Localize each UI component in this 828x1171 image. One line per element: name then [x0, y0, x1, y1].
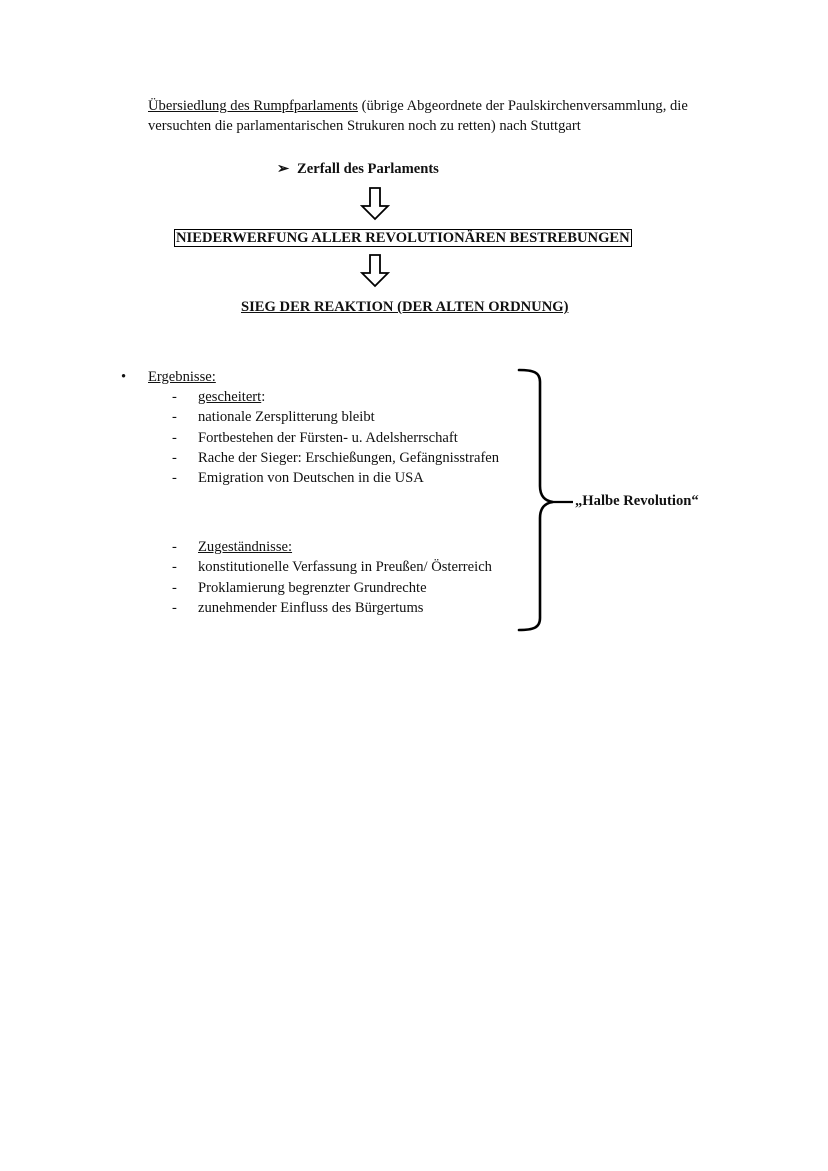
- dash-marker: -: [172, 389, 177, 405]
- list-item: [172, 448, 499, 468]
- list-item-text: konstitutionelle Verfassung in Preußen/ Österreich: [198, 559, 492, 575]
- list-item: [172, 598, 423, 618]
- list-item: [172, 468, 424, 488]
- dash-marker: -: [172, 470, 177, 486]
- flow-step-2-box: NIEDERWERFUNG ALLER REVOLUTIONÄREN BESTREBUNGEN: [176, 230, 630, 246]
- failed-heading-row: [172, 387, 265, 407]
- list-item: [172, 407, 375, 427]
- curly-brace-icon: [515, 368, 575, 632]
- dash-marker: -: [172, 450, 177, 466]
- dash-marker: -: [172, 409, 177, 425]
- list-item: [172, 578, 427, 598]
- concessions-heading-row: [172, 537, 292, 557]
- flow-step-3: SIEG DER REAKTION (DER ALTEN ORDNUNG): [241, 299, 569, 315]
- dash-marker: -: [172, 430, 177, 446]
- results-bullet: [121, 367, 216, 387]
- intro-paragraph: [148, 96, 748, 136]
- list-item: [172, 428, 458, 448]
- concessions-heading: Zugeständnisse:: [198, 539, 293, 555]
- dash-marker: -: [172, 539, 177, 555]
- results-heading: Ergebnisse:: [148, 369, 216, 385]
- list-item-text: nationale Zersplitterung bleibt: [198, 409, 375, 425]
- flow-step-1: [277, 159, 439, 179]
- dash-marker: -: [172, 559, 177, 575]
- down-arrow-icon: [360, 187, 390, 221]
- list-item: [172, 557, 492, 577]
- list-item-text: Emigration von Deutschen in die USA: [198, 470, 424, 486]
- list-item-text: Rache der Sieger: Erschießungen, Gefängnisstrafen: [198, 450, 500, 466]
- list-item-text: Fortbestehen der Fürsten- u. Adelsherrschaft: [198, 430, 458, 446]
- dash-marker: -: [172, 600, 177, 616]
- list-item-text: zunehmender Einfluss des Bürgertums: [198, 600, 424, 616]
- bullet-icon: •: [121, 369, 127, 385]
- down-arrow-icon: [360, 254, 390, 288]
- intro-text-line2: versuchten die parlamentarischen Strukuren noch zu retten) nach Stuttgart: [148, 118, 581, 134]
- summary-label: „Halbe Revolution“: [575, 493, 699, 509]
- dash-marker: -: [172, 580, 177, 596]
- intro-underlined-term: Übersiedlung des Rumpfparlaments: [148, 98, 358, 114]
- intro-text-line1: (übrige Abgeordnete der Paulskirchenversammlung, die: [357, 98, 688, 114]
- flow-step-2: [174, 228, 632, 248]
- failed-heading: gescheitert: [198, 389, 262, 405]
- flow-step-1-text: Zerfall des Parlaments: [297, 161, 439, 177]
- arrowhead-bullet-icon: ➢: [277, 161, 290, 177]
- list-item-text: Proklamierung begrenzter Grundrechte: [198, 580, 427, 596]
- failed-heading-colon: :: [261, 389, 266, 405]
